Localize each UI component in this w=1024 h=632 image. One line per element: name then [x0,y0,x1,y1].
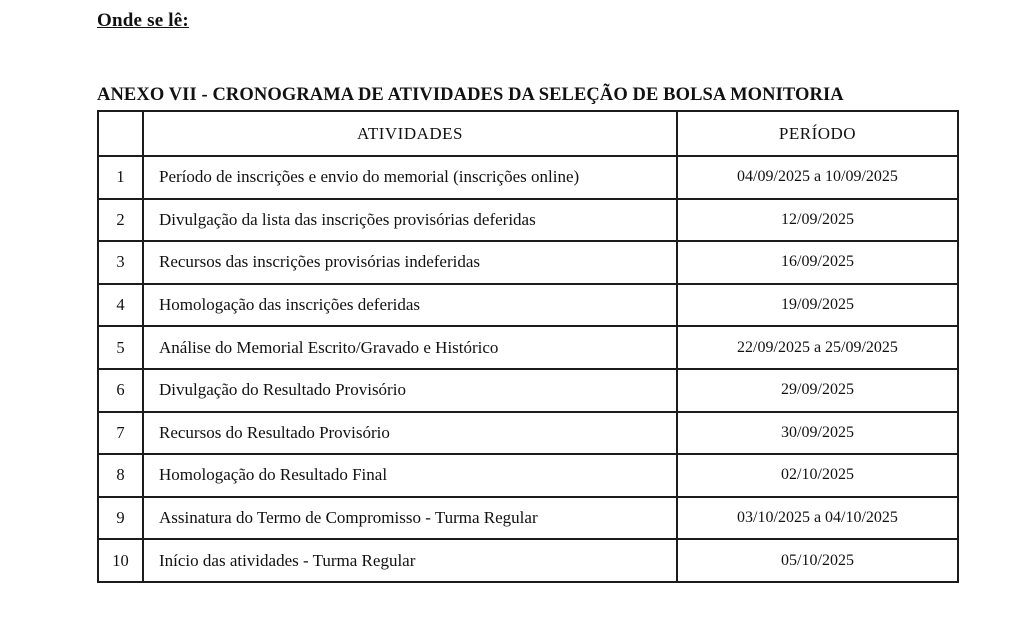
period-cell: 19/09/2025 [677,284,958,327]
schedule-table [97,110,959,583]
row-number-cell: 9 [98,497,143,540]
table-header-row [98,111,958,156]
period-cell: 12/09/2025 [677,199,958,242]
activity-cell: Recursos do Resultado Provisório [143,412,677,455]
row-number-cell: 10 [98,539,143,582]
activity-cell: Divulgação da lista das inscrições provisórias deferidas [143,199,677,242]
period-cell: 03/10/2025 a 04/10/2025 [677,497,958,540]
period-cell: 05/10/2025 [677,539,958,582]
activity-cell: Assinatura do Termo de Compromisso - Turma Regular [143,497,677,540]
activity-cell: Divulgação do Resultado Provisório [143,369,677,412]
table-row [98,284,958,327]
activity-cell: Homologação das inscrições deferidas [143,284,677,327]
period-cell: 02/10/2025 [677,454,958,497]
activity-cell: Início das atividades - Turma Regular [143,539,677,582]
table-row [98,241,958,284]
lead-in-text: Onde se lê: [97,10,189,31]
table-row [98,326,958,369]
table-row [98,369,958,412]
table-row [98,156,958,199]
row-number-cell: 7 [98,412,143,455]
activity-cell: Homologação do Resultado Final [143,454,677,497]
period-cell: 04/09/2025 a 10/09/2025 [677,156,958,199]
period-cell: 16/09/2025 [677,241,958,284]
activity-cell: Recursos das inscrições provisórias indeferidas [143,241,677,284]
table-row [98,539,958,582]
activity-cell: Período de inscrições e envio do memorial (inscrições online) [143,156,677,199]
period-cell: 22/09/2025 a 25/09/2025 [677,326,958,369]
row-number-cell: 5 [98,326,143,369]
header-number-cell [98,111,143,156]
table-row [98,454,958,497]
table-row [98,412,958,455]
activity-cell: Análise do Memorial Escrito/Gravado e Histórico [143,326,677,369]
header-activities-cell: ATIVIDADES [143,111,677,156]
row-number-cell: 6 [98,369,143,412]
row-number-cell: 1 [98,156,143,199]
row-number-cell: 2 [98,199,143,242]
header-period-cell: PERÍODO [677,111,958,156]
period-cell: 29/09/2025 [677,369,958,412]
table-row [98,497,958,540]
table-row [98,199,958,242]
period-cell: 30/09/2025 [677,412,958,455]
table-body [98,156,958,582]
annex-title: ANEXO VII - CRONOGRAMA DE ATIVIDADES DA SELEÇÃO DE BOLSA MONITORIA [97,85,844,105]
row-number-cell: 4 [98,284,143,327]
row-number-cell: 8 [98,454,143,497]
row-number-cell: 3 [98,241,143,284]
